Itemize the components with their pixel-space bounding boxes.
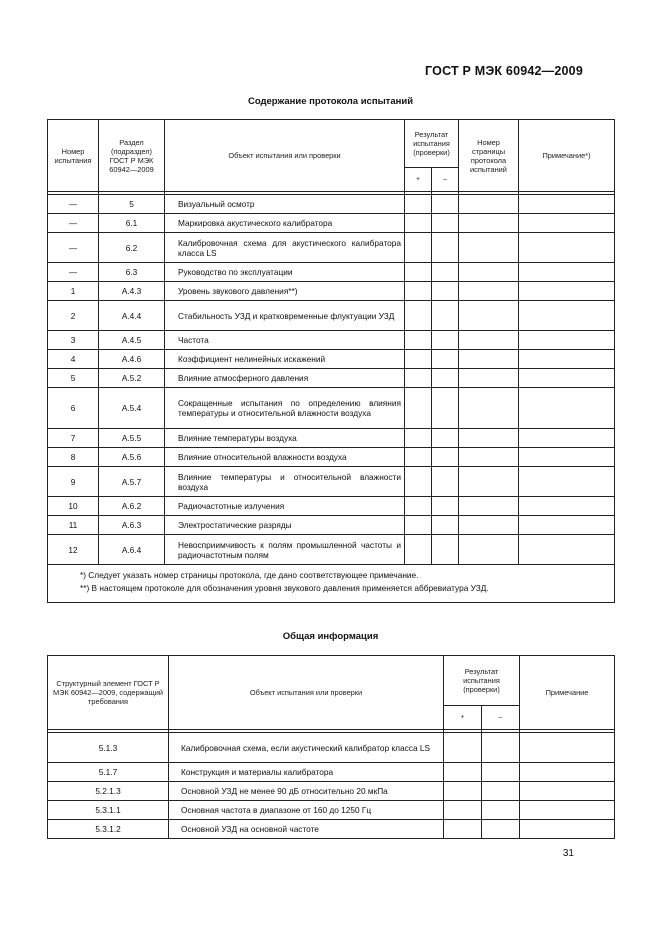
cell-page-number[interactable] bbox=[459, 467, 519, 497]
cell-page-number[interactable] bbox=[459, 388, 519, 429]
cell-result-minus[interactable] bbox=[432, 497, 459, 516]
table-row bbox=[48, 350, 615, 369]
cell-result-plus[interactable] bbox=[405, 516, 432, 535]
cell-test-number: 7 bbox=[48, 429, 99, 448]
table-row bbox=[48, 733, 615, 763]
cell-object: Влияние атмосферного давления bbox=[165, 369, 405, 388]
cell-object: Электростатические разряды bbox=[165, 516, 405, 535]
cell-note[interactable] bbox=[519, 535, 615, 565]
cell-object: Уровень звукового давления**) bbox=[165, 282, 405, 301]
cell-result-minus[interactable] bbox=[432, 429, 459, 448]
cell-page-number[interactable] bbox=[459, 369, 519, 388]
cell-object: Невосприимчивость к полям промышленной частоты и радиочастотным полям bbox=[165, 535, 405, 565]
general-info-table bbox=[47, 655, 615, 839]
cell-test-number: — bbox=[48, 195, 99, 214]
cell-test-number: 9 bbox=[48, 467, 99, 497]
col-header-minus: – bbox=[482, 706, 520, 730]
cell-page-number[interactable] bbox=[459, 263, 519, 282]
cell-section: А.4.5 bbox=[99, 331, 165, 350]
document-code: ГОСТ Р МЭК 60942—2009 bbox=[425, 64, 583, 78]
cell-test-number: — bbox=[48, 214, 99, 233]
cell-note[interactable] bbox=[519, 388, 615, 429]
table-row bbox=[48, 497, 615, 516]
cell-page-number[interactable] bbox=[459, 331, 519, 350]
cell-result-minus[interactable] bbox=[432, 263, 459, 282]
cell-section: А.5.4 bbox=[99, 388, 165, 429]
cell-note[interactable] bbox=[520, 801, 615, 820]
table-row bbox=[48, 535, 615, 565]
cell-test-number: 1 bbox=[48, 282, 99, 301]
cell-section: 6.2 bbox=[99, 233, 165, 263]
table-row bbox=[48, 782, 615, 801]
cell-result-minus[interactable] bbox=[432, 350, 459, 369]
cell-page-number[interactable] bbox=[459, 516, 519, 535]
cell-structural-element: 5.3.1.2 bbox=[48, 820, 169, 839]
cell-section: 6.1 bbox=[99, 214, 165, 233]
cell-result-minus[interactable] bbox=[482, 763, 520, 782]
cell-result-minus[interactable] bbox=[432, 233, 459, 263]
cell-object: Визуальный осмотр bbox=[165, 195, 405, 214]
col-header-object: Объект испытания или проверки bbox=[169, 656, 444, 730]
cell-page-number[interactable] bbox=[459, 301, 519, 331]
cell-structural-element: 5.3.1.1 bbox=[48, 801, 169, 820]
cell-result-plus[interactable] bbox=[405, 301, 432, 331]
col-header-minus: – bbox=[432, 168, 459, 192]
cell-section: 6.3 bbox=[99, 263, 165, 282]
cell-object: Основной УЗД на основной частоте bbox=[169, 820, 444, 839]
cell-page-number[interactable] bbox=[459, 214, 519, 233]
cell-section: А.6.2 bbox=[99, 497, 165, 516]
table-row bbox=[48, 820, 615, 839]
col-header-test-number: Номер испытания bbox=[48, 120, 99, 192]
protocol-table-title: Содержание протокола испытаний bbox=[247, 96, 414, 107]
cell-result-plus[interactable] bbox=[444, 801, 482, 820]
cell-test-number: 4 bbox=[48, 350, 99, 369]
cell-object: Маркировка акустического калибратора bbox=[165, 214, 405, 233]
cell-note[interactable] bbox=[519, 301, 615, 331]
cell-page-number[interactable] bbox=[459, 282, 519, 301]
table-row bbox=[48, 801, 615, 820]
cell-object: Стабильность УЗД и кратковременные флуктуации УЗД bbox=[165, 301, 405, 331]
table-row bbox=[48, 195, 615, 214]
cell-note[interactable] bbox=[519, 516, 615, 535]
cell-note[interactable] bbox=[519, 350, 615, 369]
cell-result-plus[interactable] bbox=[405, 331, 432, 350]
table-row bbox=[48, 516, 615, 535]
cell-structural-element: 5.1.7 bbox=[48, 763, 169, 782]
cell-result-plus[interactable] bbox=[444, 782, 482, 801]
cell-test-number: 11 bbox=[48, 516, 99, 535]
table-row bbox=[48, 214, 615, 233]
cell-note[interactable] bbox=[519, 233, 615, 263]
col-header-result: Результат испытания (проверки) bbox=[405, 120, 459, 168]
cell-section: А.6.4 bbox=[99, 535, 165, 565]
cell-object: Основная частота в диапазоне от 160 до 1250 Гц bbox=[169, 801, 444, 820]
cell-section: А.5.7 bbox=[99, 467, 165, 497]
table-row bbox=[48, 763, 615, 782]
cell-result-plus[interactable] bbox=[405, 263, 432, 282]
cell-test-number: 5 bbox=[48, 369, 99, 388]
cell-test-number: 2 bbox=[48, 301, 99, 331]
cell-result-plus[interactable] bbox=[405, 535, 432, 565]
table-row bbox=[48, 263, 615, 282]
cell-result-minus[interactable] bbox=[432, 195, 459, 214]
cell-object: Радиочастотные излучения bbox=[165, 497, 405, 516]
cell-page-number[interactable] bbox=[459, 195, 519, 214]
cell-result-minus[interactable] bbox=[432, 516, 459, 535]
cell-note[interactable] bbox=[520, 820, 615, 839]
table-row bbox=[48, 448, 615, 467]
cell-result-minus[interactable] bbox=[432, 331, 459, 350]
protocol-table bbox=[47, 119, 615, 603]
cell-section: А.4.3 bbox=[99, 282, 165, 301]
cell-object: Влияние относительной влажности воздуха bbox=[165, 448, 405, 467]
cell-page-number[interactable] bbox=[459, 535, 519, 565]
cell-result-minus[interactable] bbox=[432, 282, 459, 301]
cell-note[interactable] bbox=[519, 369, 615, 388]
col-header-section: Раздел (подраздел) ГОСТ Р МЭК 60942—2009 bbox=[99, 120, 165, 192]
cell-object: Руководство по эксплуатации bbox=[165, 263, 405, 282]
cell-page-number[interactable] bbox=[459, 448, 519, 467]
table-row bbox=[48, 369, 615, 388]
cell-result-plus[interactable] bbox=[405, 448, 432, 467]
cell-object: Сокращенные испытания по определению влияния температуры и относительной влажности воздуха bbox=[165, 388, 405, 429]
cell-result-minus[interactable] bbox=[482, 733, 520, 763]
cell-note[interactable] bbox=[519, 263, 615, 282]
table-notes bbox=[48, 565, 615, 603]
cell-page-number[interactable] bbox=[459, 233, 519, 263]
cell-result-minus[interactable] bbox=[432, 467, 459, 497]
table-row bbox=[48, 282, 615, 301]
col-header-plus: + bbox=[444, 706, 482, 730]
table-row bbox=[48, 388, 615, 429]
cell-test-number: 6 bbox=[48, 388, 99, 429]
cell-object: Калибровочная схема для акустического калибратора класса LS bbox=[165, 233, 405, 263]
cell-test-number: — bbox=[48, 233, 99, 263]
cell-result-minus[interactable] bbox=[482, 782, 520, 801]
cell-section: А.4.4 bbox=[99, 301, 165, 331]
cell-note[interactable] bbox=[519, 331, 615, 350]
col-header-structural-element: Структурный элемент ГОСТ Р МЭК 60942—2009, содержащий требования bbox=[48, 656, 169, 730]
footnote-page-reference: *) Следует указать номер страницы протокола, где дано соответствующее примечание. bbox=[80, 570, 419, 580]
table-row bbox=[48, 429, 615, 448]
cell-page-number[interactable] bbox=[459, 429, 519, 448]
table-row bbox=[48, 467, 615, 497]
cell-test-number: 8 bbox=[48, 448, 99, 467]
cell-result-minus[interactable] bbox=[432, 369, 459, 388]
cell-result-plus[interactable] bbox=[405, 214, 432, 233]
cell-object: Коэффициент нелинейных искажений bbox=[165, 350, 405, 369]
general-info-title: Общая информация bbox=[282, 631, 379, 642]
table-row bbox=[48, 233, 615, 263]
cell-result-plus[interactable] bbox=[405, 497, 432, 516]
cell-section: 5 bbox=[99, 195, 165, 214]
cell-structural-element: 5.2.1.3 bbox=[48, 782, 169, 801]
cell-note[interactable] bbox=[520, 782, 615, 801]
cell-object: Влияние температуры и относительной влажности воздуха bbox=[165, 467, 405, 497]
cell-result-plus[interactable] bbox=[405, 369, 432, 388]
col-header-result: Результат испытания (проверки) bbox=[444, 656, 520, 706]
cell-page-number[interactable] bbox=[459, 497, 519, 516]
cell-result-minus[interactable] bbox=[432, 535, 459, 565]
table-row bbox=[48, 331, 615, 350]
cell-test-number: — bbox=[48, 263, 99, 282]
cell-result-plus[interactable] bbox=[405, 467, 432, 497]
cell-object: Калибровочная схема, если акустический калибратор класса LS bbox=[169, 733, 444, 763]
cell-test-number: 12 bbox=[48, 535, 99, 565]
cell-note[interactable] bbox=[520, 763, 615, 782]
cell-section: А.6.3 bbox=[99, 516, 165, 535]
cell-result-plus[interactable] bbox=[405, 429, 432, 448]
cell-object: Влияние температуры воздуха bbox=[165, 429, 405, 448]
col-header-plus: + bbox=[405, 168, 432, 192]
cell-result-minus[interactable] bbox=[482, 820, 520, 839]
cell-page-number[interactable] bbox=[459, 350, 519, 369]
cell-result-minus[interactable] bbox=[432, 448, 459, 467]
footnote-abbreviation: **) В настоящем протоколе для обозначения уровня звукового давления применяется аббревиатура УЗД. bbox=[80, 583, 489, 593]
cell-note[interactable] bbox=[519, 282, 615, 301]
cell-structural-element: 5.1.3 bbox=[48, 733, 169, 763]
cell-section: А.5.5 bbox=[99, 429, 165, 448]
cell-note[interactable] bbox=[519, 497, 615, 516]
cell-result-plus[interactable] bbox=[405, 350, 432, 369]
cell-note[interactable] bbox=[519, 214, 615, 233]
cell-section: А.5.6 bbox=[99, 448, 165, 467]
cell-result-plus[interactable] bbox=[405, 195, 432, 214]
col-header-object: Объект испытания или проверки bbox=[165, 120, 405, 192]
cell-note[interactable] bbox=[519, 195, 615, 214]
cell-note[interactable] bbox=[520, 733, 615, 763]
table-row bbox=[48, 301, 615, 331]
cell-result-plus[interactable] bbox=[444, 763, 482, 782]
cell-result-plus[interactable] bbox=[444, 733, 482, 763]
cell-section: А.5.2 bbox=[99, 369, 165, 388]
cell-result-plus[interactable] bbox=[444, 820, 482, 839]
cell-result-plus[interactable] bbox=[405, 282, 432, 301]
cell-test-number: 10 bbox=[48, 497, 99, 516]
page-number: 31 bbox=[562, 848, 574, 859]
cell-result-plus[interactable] bbox=[405, 388, 432, 429]
col-header-page-number: Номер страницы протокола испытаний bbox=[459, 120, 519, 192]
cell-note[interactable] bbox=[519, 467, 615, 497]
cell-section: А.4.6 bbox=[99, 350, 165, 369]
cell-object: Основной УЗД не менее 90 дБ относительно 20 мкПа bbox=[169, 782, 444, 801]
cell-result-minus[interactable] bbox=[432, 301, 459, 331]
cell-result-minus[interactable] bbox=[432, 388, 459, 429]
cell-object: Частота bbox=[165, 331, 405, 350]
cell-test-number: 3 bbox=[48, 331, 99, 350]
cell-result-minus[interactable] bbox=[432, 214, 459, 233]
cell-object: Конструкция и материалы калибратора bbox=[169, 763, 444, 782]
cell-result-minus[interactable] bbox=[482, 801, 520, 820]
cell-note[interactable] bbox=[519, 429, 615, 448]
cell-result-plus[interactable] bbox=[405, 233, 432, 263]
col-header-note: Примечание*) bbox=[519, 120, 615, 192]
cell-note[interactable] bbox=[519, 448, 615, 467]
col-header-note: Примечание bbox=[520, 656, 615, 730]
